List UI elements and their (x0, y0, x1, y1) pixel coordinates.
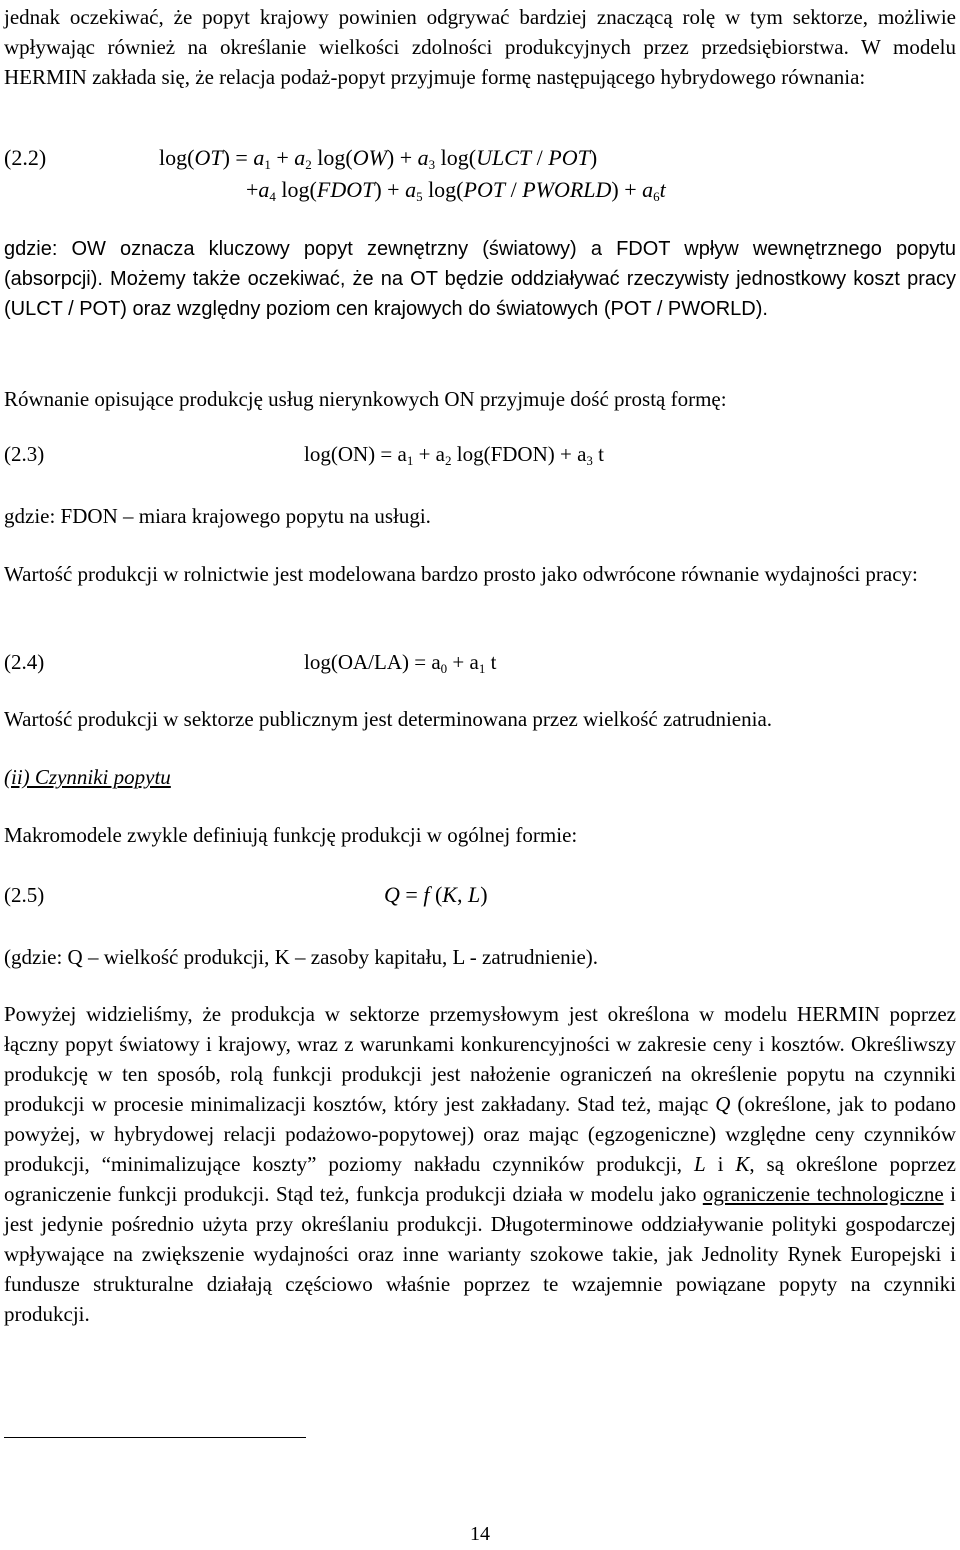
paragraph-services: Równanie opisujące produkcję usług nierynkowych ON przyjmuje dość prostą formę: (4, 387, 727, 411)
equation-2-4 (4, 647, 956, 677)
page-number: 14 (470, 1523, 490, 1545)
equation-number: (2.5) (4, 883, 45, 907)
equation-body: $\log(ON) = a_1 + a_2$ log(FDON) + $a_3$ t (304, 442, 605, 468)
equation-number: (2.3) (4, 442, 45, 466)
section-heading: (ii) Czynniki popytu (4, 765, 171, 789)
equation-2-3 (4, 439, 956, 469)
equation-2-5 (4, 880, 956, 910)
equation-number: (2.2) (4, 145, 47, 170)
paragraph-agriculture: Wartość produkcji w rolnictwie jest modelowana bardzo prosto jako odwrócone równanie wydajności pracy: (4, 562, 918, 586)
paragraph-public-sector: Wartość produkcji w sektorze publicznym jest determinowana przez wielkość zatrudnienia. (4, 707, 773, 731)
paragraph-macromodels: Makromodele zwykle definiują funkcję produkcji w ogólnej formie: (4, 823, 578, 847)
equation-number: (2.4) (4, 650, 45, 674)
paragraph-intro: jednak oczekiwać, że popyt krajowy powinien odgrywać bardziej znaczącą rolę w tym sektorze, możliwie wpływając również na określanie wielkości zdolności produkcyjnych przez przedsiębiorstwa. W modelu HERMIN zakłada się, że relacja podaż-popyt przyjmuje formę następującego hybrydowego równania: (4, 5, 956, 89)
equation-2-2 (4, 143, 956, 205)
paragraph-production-function: Powyżej widzieliśmy, że produkcja w sektorze przemysłowym jest określona w modelu HERMIN poprzez łączny popyt światowy i krajowy, wraz z warunkami konkurencyjności w zakresie ceny i kosztów. Określiwszy produkcję w ten sposób, rolą funkcji produkcji jest nałożenie ograniczeń na określenie popytu na czynniki produkcji w procesie minimalizacji kosztów, który jest zakładany. Stad też, mając Q (określone, jak to podano powyżej, w hybrydowej relacji podażowo-popytowej) oraz mając (egzogeniczne) względne ceny czynników produkcji, “minimalizujące koszty” poziomy nakładu czynników produkcji, L i K, są określone poprzez ograniczenie funkcji produkcji. Stąd też, funkcja produkcji działa w modelu jako ograniczenie technologiczne i jest jedynie pośrednio użyta przy określaniu produkcji. Długoterminowe oddziaływanie polityki gospodarczej wpływające na zwiększenie wydajności oraz inne warianty szokowe takie, jak Jednolity Rynek Europejski i fundusze strukturalne działają częściowo właśnie poprzez te wzajemnie powiązane popyty na czynniki produkcji. (4, 1002, 957, 1326)
equation-line-2: $+a_4$ log(FDOT) + $a_5$ log(POT / PWORLD) + $a_6t$ (246, 177, 666, 204)
equation-body: Q = f (K, L) (384, 882, 488, 907)
paragraph-ow-definition: gdzie: OW oznacza kluczowy popyt zewnętrzny (światowy) a FDOT wpływ wewnętrznego popytu (absorpcji). Możemy także oczekiwać, że na OT będzie oddziaływać rzeczywisty jednostkowy koszt pracy (ULCT / POT) oraz względny poziom cen krajowych do światowych (POT / PWORLD). (4, 238, 956, 320)
paragraph-definitions: (gdzie: Q – wielkość produkcji, K – zasoby kapitału, L - zatrudnienie). (4, 945, 599, 969)
paragraph-fdon: gdzie: FDON – miara krajowego popytu na usługi. (4, 504, 431, 528)
footnote-divider (4, 1437, 306, 1438)
equation-body: $\log(OA/LA) = a_0 + a_1$ t (304, 650, 497, 676)
equation-line-1: $\log(OT) = a_1 + a_2$ $\log(OW) + a_3$ log(ULCT / POT) (159, 145, 598, 172)
